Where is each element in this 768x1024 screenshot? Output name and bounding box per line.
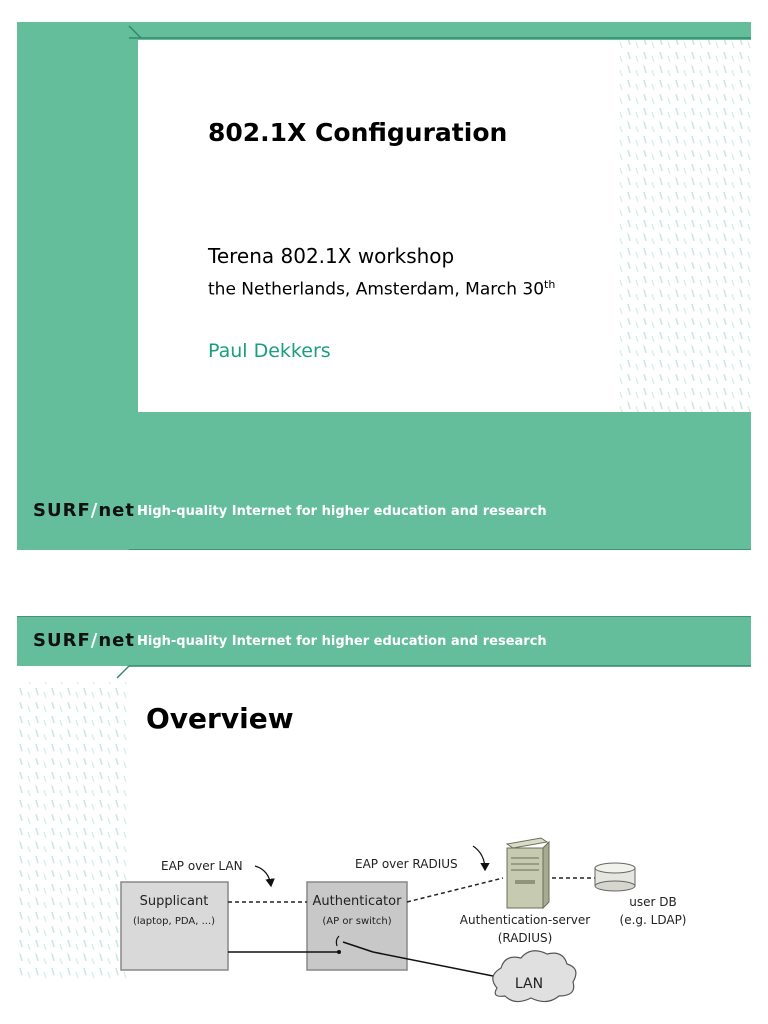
slide-title: 802.1X Configuration — [208, 118, 508, 147]
brand-net-header: net — [98, 630, 135, 651]
authenticator-subtitle: (AP or switch) — [322, 916, 392, 927]
tagline-header: High-quality Internet for higher education and research — [137, 634, 547, 649]
event-name: Terena 802.1X workshop — [208, 244, 455, 268]
brand-surf-header: SURF — [33, 630, 91, 651]
overview-slide — [17, 616, 751, 1024]
database-icon — [595, 863, 635, 891]
supplicant-title: Supplicant — [139, 894, 209, 909]
location-date — [208, 278, 555, 300]
eap-over-lan-arrow-icon — [255, 866, 271, 886]
server-icon — [507, 838, 549, 908]
userdb-title: user DB — [629, 895, 677, 909]
eap-over-radius-arrow-icon — [473, 846, 485, 870]
tagline: High-quality Internet for higher education and research — [137, 504, 547, 519]
brand-slash-icon: / — [90, 500, 99, 521]
userdb-subtitle: (e.g. LDAP) — [619, 913, 687, 927]
auth-server-title: Authentication-server — [459, 913, 591, 927]
authenticator-title: Authenticator — [312, 894, 402, 909]
surfnet-logo — [33, 500, 135, 521]
eap-architecture-diagram — [17, 616, 751, 1024]
brand-surf: SURF — [33, 500, 91, 521]
brand-slash-icon-header: / — [90, 630, 99, 651]
auth-server-subtitle: (RADIUS) — [497, 931, 553, 945]
port-switch-dot — [337, 950, 341, 954]
author-name: Paul Dekkers — [208, 340, 331, 362]
supplicant-subtitle: (laptop, PDA, ...) — [132, 916, 216, 927]
date-suffix: th — [544, 278, 556, 291]
lan-label: LAN — [514, 976, 544, 992]
overview-title: Overview — [146, 702, 294, 735]
brand-net: net — [98, 500, 135, 521]
eap-over-radius-label: EAP over RADIUS — [355, 857, 458, 871]
radius-link — [407, 878, 503, 902]
eap-over-lan-label: EAP over LAN — [161, 859, 243, 873]
title-slide — [17, 22, 751, 550]
location-date-text: the Netherlands, Amsterdam, March 30 — [208, 279, 545, 300]
